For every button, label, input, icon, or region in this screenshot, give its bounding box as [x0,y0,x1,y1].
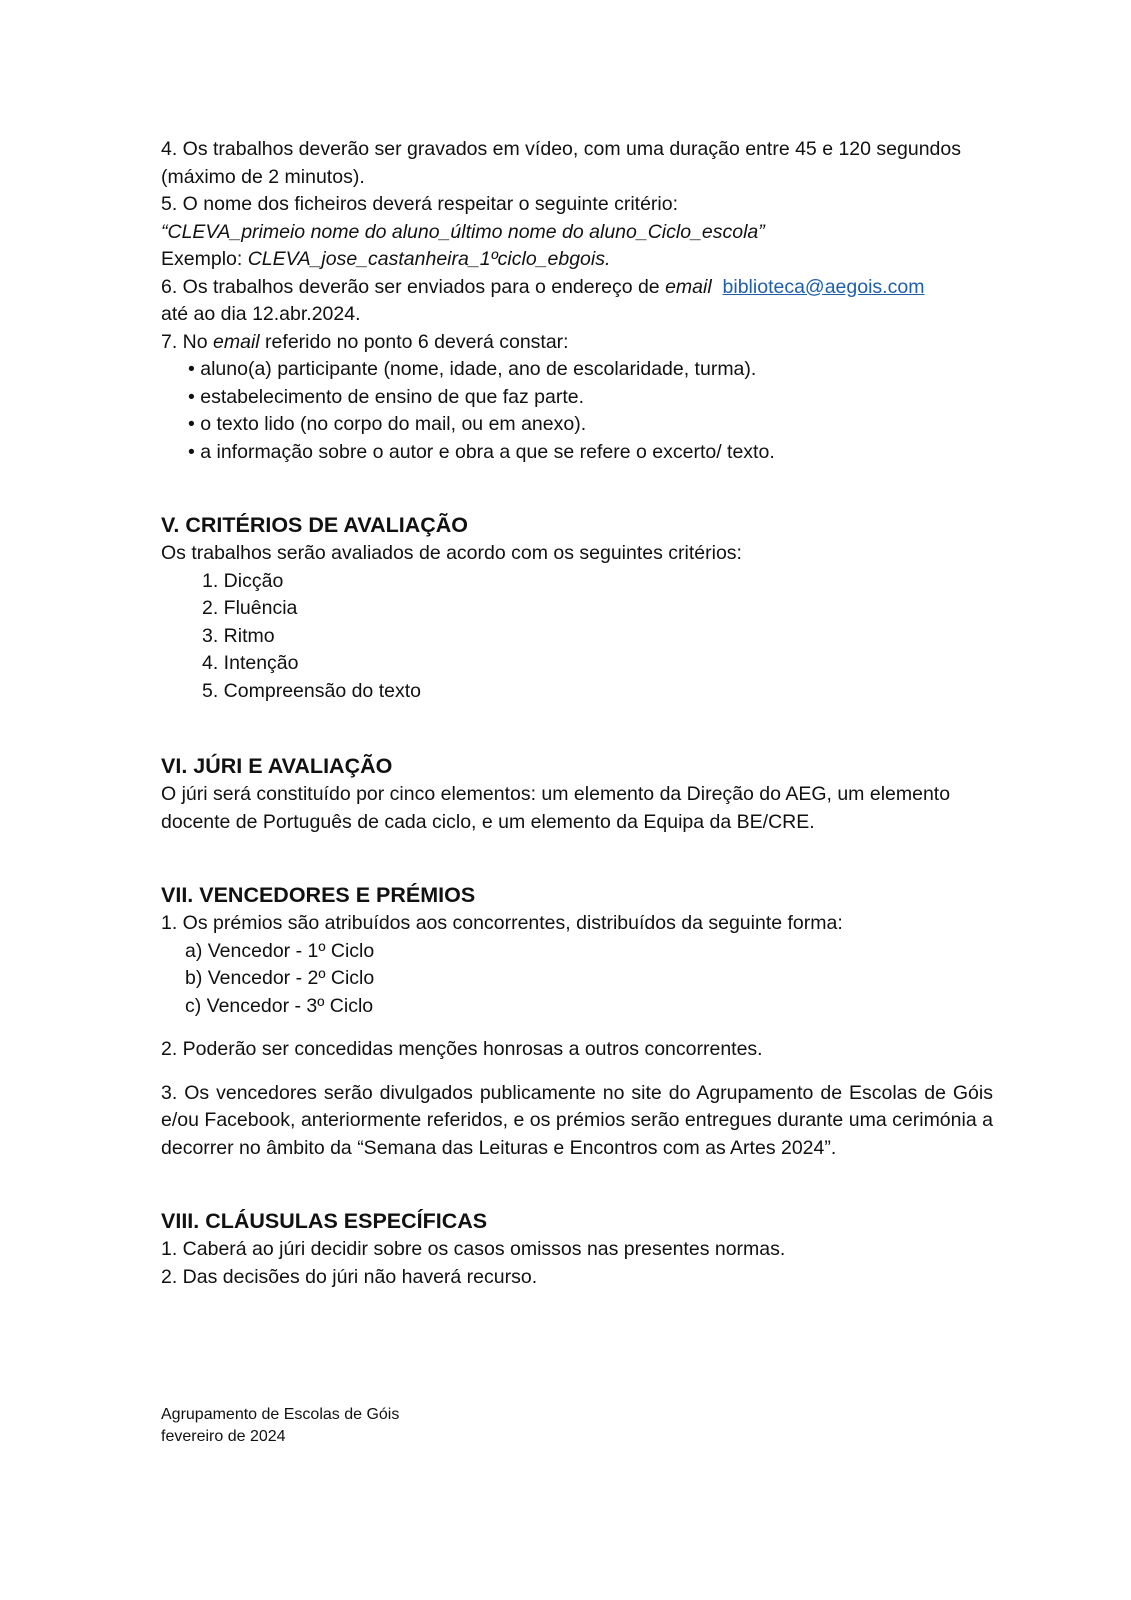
bullet-item: • aluno(a) participante (nome, idade, ano de escolaridade, turma). [188,358,757,380]
prizes-item-1: 1. Os prémios são atribuídos aos concorrentes, distribuídos da seguinte forma: [161,912,843,934]
page-footer [161,1404,399,1448]
winner-item: a) Vencedor - 1º Ciclo [185,939,375,962]
rule-item-6 [161,274,1017,302]
section-v-intro: Os trabalhos serão avaliados de acordo com os seguintes critérios: [161,542,742,564]
rule-item-6-text: 6. Os trabalhos deverão ser enviados para o endereço de [161,275,666,298]
rule-item-7-suffix: referido no ponto 6 deverá constar: [259,330,569,353]
criteria-item: 1. Dicção [202,569,284,592]
example-label: Exemplo: [161,248,248,270]
rule-item-6-deadline: até ao dia 12.abr.2024. [161,303,361,325]
section-vii-title: VII. VENCEDORES E PRÉMIOS [161,883,476,907]
bullet-item: • a informação sobre o autor e obra a que se refere o excerto/ texto. [188,440,775,463]
email-link[interactable]: biblioteca@aegois.com [722,275,925,298]
criteria-item: 2. Fluência [202,597,298,619]
prizes-item-2: 2. Poderão ser concedidas menções honrosas a outros concorrentes. [161,1038,763,1060]
winner-item: b) Vencedor - 2º Ciclo [185,967,375,989]
section-vi-text: O júri será constituído por cinco elementos: um elemento da Direção do AEG, um elemento docente de Português de cada ciclo, e um elemento da Equipa da BE/CRE. [161,783,951,833]
footer-date: fevereiro de 2024 [161,1428,286,1445]
section-v-title: V. CRITÉRIOS DE AVALIAÇÃO [161,513,469,537]
winner-item: c) Vencedor - 3º Ciclo [185,994,374,1017]
file-name-pattern-text: “CLEVA_primeio nome do aluno_último nome do aluno_Ciclo_escola” [161,220,765,243]
file-name-example [161,246,1017,274]
clause-item: 1. Caberá ao júri decidir sobre os casos omissos nas presentes normas. [161,1238,786,1260]
rule-item-7-prefix: 7. No [161,330,214,353]
section-vi-title: VI. JÚRI E AVALIAÇÃO [161,754,393,778]
rule-item-5: 5. O nome dos ficheiros deverá respeitar o seguinte critério: [161,193,679,215]
file-name-pattern [161,219,1017,247]
prizes-item-3: 3. Os vencedores serão divulgados publicamente no site do Agrupamento de Escolas de Góis e/ou Facebook, anteriormente referidos, e os prémios serão entregues durante uma cerimónia a decorrer no âmbito da “Semana das Leituras e Encontros com as Artes 2024”. [161,1081,993,1159]
example-value: CLEVA_jose_castanheira_1ºciclo_ebgois. [247,248,611,270]
rule-item-7 [161,329,1017,357]
section-viii-title: VIII. CLÁUSULAS ESPECÍFICAS [161,1209,488,1233]
rule-item-4: 4. Os trabalhos deverão ser gravados em vídeo, com uma duração entre 45 e 120 segundos (máximo de 2 minutos). [161,138,961,188]
bullet-item: • estabelecimento de ensino de que faz parte. [188,385,585,408]
criteria-item: 5. Compreensão do texto [202,679,421,702]
criteria-item: 3. Ritmo [202,624,275,647]
rule-item-7-email-word: email [213,330,260,353]
footer-org: Agrupamento de Escolas de Góis [161,1406,400,1423]
document-page [161,136,1017,1291]
rule-item-6-email-word: email [665,275,712,298]
bullet-item: • o texto lido (no corpo do mail, ou em anexo). [188,413,587,435]
clause-item: 2. Das decisões do júri não haverá recurso. [161,1265,538,1288]
criteria-item: 4. Intenção [202,652,299,674]
